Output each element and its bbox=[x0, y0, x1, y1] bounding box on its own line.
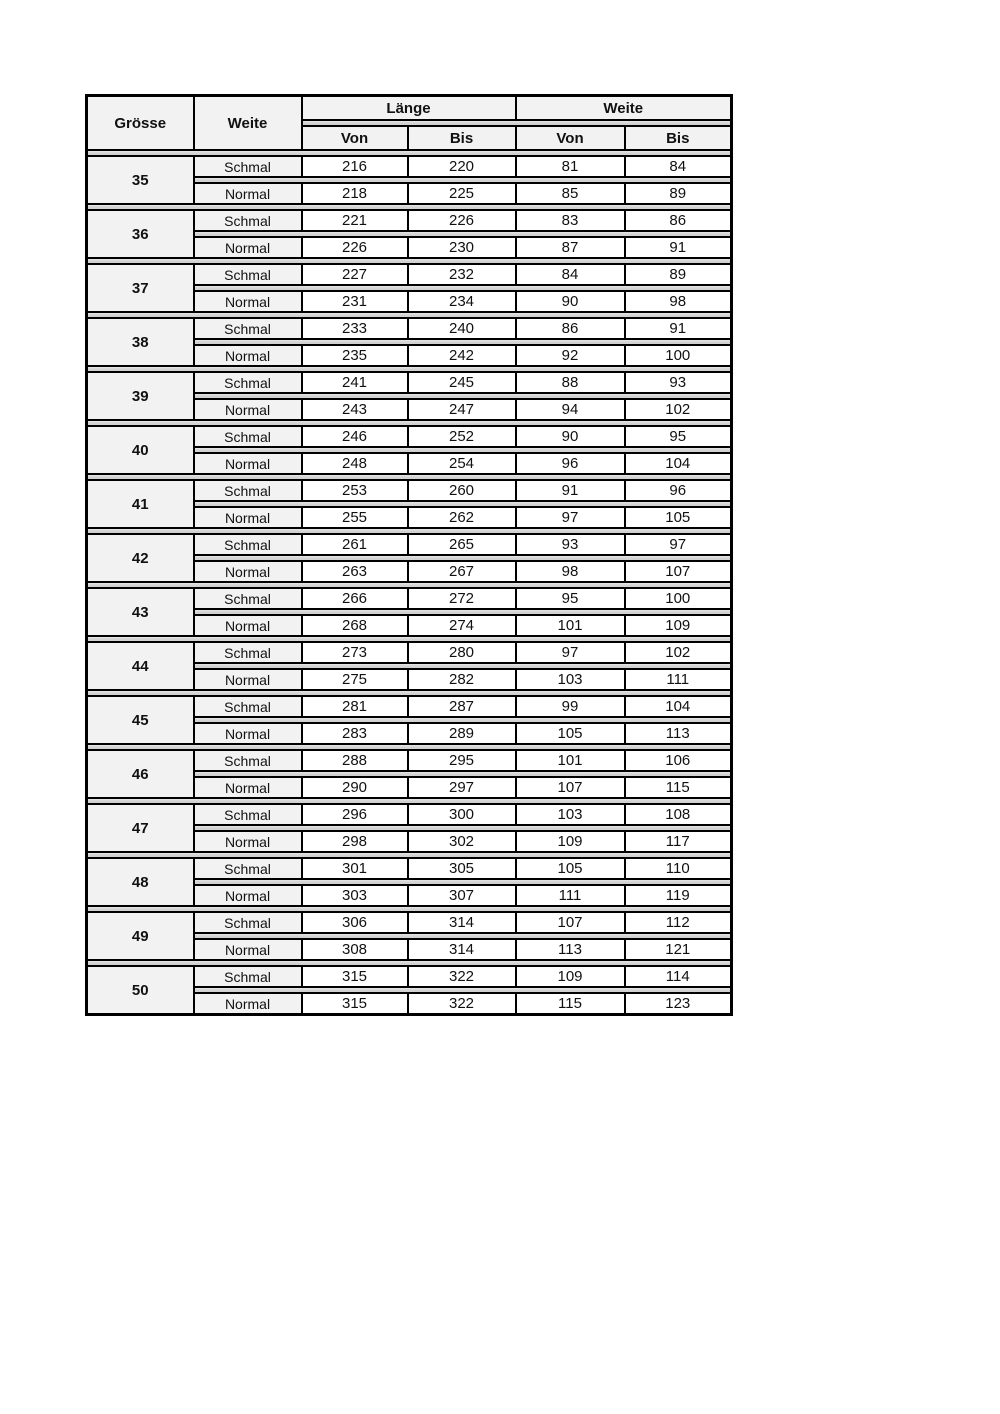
width-label-cell: Schmal bbox=[194, 804, 302, 825]
value-cell: 268 bbox=[302, 615, 408, 636]
table-row-schmal bbox=[87, 426, 732, 447]
value-cell: 315 bbox=[302, 966, 408, 987]
size-cell: 44 bbox=[87, 642, 194, 690]
value-cell: 242 bbox=[408, 345, 516, 366]
size-cell: 42 bbox=[87, 534, 194, 582]
width-label-cell: Schmal bbox=[194, 858, 302, 879]
size-cell: 37 bbox=[87, 264, 194, 312]
width-label-cell: Schmal bbox=[194, 210, 302, 231]
value-cell: 104 bbox=[625, 453, 732, 474]
size-cell: 47 bbox=[87, 804, 194, 852]
value-cell: 230 bbox=[408, 237, 516, 258]
size-cell: 45 bbox=[87, 696, 194, 744]
header-laenge-group: Länge bbox=[302, 96, 516, 121]
value-cell: 226 bbox=[408, 210, 516, 231]
value-cell: 119 bbox=[625, 885, 732, 906]
width-label-cell: Schmal bbox=[194, 372, 302, 393]
value-cell: 89 bbox=[625, 183, 732, 204]
value-cell: 282 bbox=[408, 669, 516, 690]
value-cell: 306 bbox=[302, 912, 408, 933]
width-label-cell: Schmal bbox=[194, 642, 302, 663]
value-cell: 255 bbox=[302, 507, 408, 528]
value-cell: 254 bbox=[408, 453, 516, 474]
value-cell: 88 bbox=[516, 372, 625, 393]
value-cell: 84 bbox=[516, 264, 625, 285]
value-cell: 252 bbox=[408, 426, 516, 447]
value-cell: 248 bbox=[302, 453, 408, 474]
table-row-schmal bbox=[87, 318, 732, 339]
table-row-schmal bbox=[87, 804, 732, 825]
value-cell: 232 bbox=[408, 264, 516, 285]
value-cell: 94 bbox=[516, 399, 625, 420]
value-cell: 253 bbox=[302, 480, 408, 501]
width-label-cell: Normal bbox=[194, 669, 302, 690]
header-grosse: Grösse bbox=[87, 96, 194, 151]
value-cell: 97 bbox=[625, 534, 732, 555]
value-cell: 106 bbox=[625, 750, 732, 771]
value-cell: 113 bbox=[625, 723, 732, 744]
width-label-cell: Schmal bbox=[194, 588, 302, 609]
size-chart-body bbox=[87, 150, 732, 1015]
value-cell: 115 bbox=[516, 993, 625, 1015]
value-cell: 117 bbox=[625, 831, 732, 852]
value-cell: 218 bbox=[302, 183, 408, 204]
value-cell: 225 bbox=[408, 183, 516, 204]
width-label-cell: Normal bbox=[194, 291, 302, 312]
value-cell: 233 bbox=[302, 318, 408, 339]
size-cell: 40 bbox=[87, 426, 194, 474]
width-label-cell: Normal bbox=[194, 507, 302, 528]
value-cell: 298 bbox=[302, 831, 408, 852]
value-cell: 100 bbox=[625, 345, 732, 366]
value-cell: 288 bbox=[302, 750, 408, 771]
value-cell: 114 bbox=[625, 966, 732, 987]
value-cell: 308 bbox=[302, 939, 408, 960]
value-cell: 96 bbox=[516, 453, 625, 474]
document-page bbox=[85, 94, 733, 1016]
width-label-cell: Normal bbox=[194, 939, 302, 960]
size-cell: 46 bbox=[87, 750, 194, 798]
value-cell: 274 bbox=[408, 615, 516, 636]
value-cell: 314 bbox=[408, 912, 516, 933]
width-label-cell: Schmal bbox=[194, 318, 302, 339]
value-cell: 241 bbox=[302, 372, 408, 393]
width-label-cell: Normal bbox=[194, 831, 302, 852]
header-weite-bis: Bis bbox=[625, 126, 732, 150]
value-cell: 115 bbox=[625, 777, 732, 798]
size-chart-table bbox=[85, 94, 733, 1016]
value-cell: 113 bbox=[516, 939, 625, 960]
value-cell: 109 bbox=[516, 966, 625, 987]
table-row-schmal bbox=[87, 210, 732, 231]
header-laenge-von: Von bbox=[302, 126, 408, 150]
value-cell: 281 bbox=[302, 696, 408, 717]
table-row-schmal bbox=[87, 966, 732, 987]
value-cell: 93 bbox=[516, 534, 625, 555]
value-cell: 86 bbox=[625, 210, 732, 231]
width-label-cell: Normal bbox=[194, 561, 302, 582]
width-label-cell: Normal bbox=[194, 453, 302, 474]
value-cell: 100 bbox=[625, 588, 732, 609]
value-cell: 297 bbox=[408, 777, 516, 798]
value-cell: 98 bbox=[625, 291, 732, 312]
value-cell: 283 bbox=[302, 723, 408, 744]
value-cell: 280 bbox=[408, 642, 516, 663]
value-cell: 109 bbox=[516, 831, 625, 852]
width-label-cell: Normal bbox=[194, 399, 302, 420]
value-cell: 305 bbox=[408, 858, 516, 879]
value-cell: 96 bbox=[625, 480, 732, 501]
value-cell: 91 bbox=[625, 237, 732, 258]
value-cell: 247 bbox=[408, 399, 516, 420]
value-cell: 97 bbox=[516, 507, 625, 528]
width-label-cell: Schmal bbox=[194, 264, 302, 285]
size-cell: 48 bbox=[87, 858, 194, 906]
width-label-cell: Schmal bbox=[194, 696, 302, 717]
size-chart-header bbox=[87, 96, 732, 151]
value-cell: 227 bbox=[302, 264, 408, 285]
width-label-cell: Normal bbox=[194, 885, 302, 906]
value-cell: 290 bbox=[302, 777, 408, 798]
size-cell: 38 bbox=[87, 318, 194, 366]
value-cell: 300 bbox=[408, 804, 516, 825]
value-cell: 275 bbox=[302, 669, 408, 690]
width-label-cell: Normal bbox=[194, 615, 302, 636]
value-cell: 267 bbox=[408, 561, 516, 582]
size-cell: 35 bbox=[87, 156, 194, 204]
value-cell: 307 bbox=[408, 885, 516, 906]
value-cell: 322 bbox=[408, 966, 516, 987]
header-laenge-bis: Bis bbox=[408, 126, 516, 150]
table-row-schmal bbox=[87, 372, 732, 393]
table-row-schmal bbox=[87, 642, 732, 663]
value-cell: 243 bbox=[302, 399, 408, 420]
value-cell: 102 bbox=[625, 399, 732, 420]
table-row-schmal bbox=[87, 480, 732, 501]
value-cell: 262 bbox=[408, 507, 516, 528]
value-cell: 109 bbox=[625, 615, 732, 636]
width-label-cell: Normal bbox=[194, 777, 302, 798]
value-cell: 235 bbox=[302, 345, 408, 366]
width-label-cell: Schmal bbox=[194, 426, 302, 447]
table-row-schmal bbox=[87, 858, 732, 879]
value-cell: 315 bbox=[302, 993, 408, 1015]
value-cell: 266 bbox=[302, 588, 408, 609]
size-cell: 36 bbox=[87, 210, 194, 258]
value-cell: 261 bbox=[302, 534, 408, 555]
width-label-cell: Schmal bbox=[194, 912, 302, 933]
value-cell: 265 bbox=[408, 534, 516, 555]
table-row-schmal bbox=[87, 588, 732, 609]
value-cell: 101 bbox=[516, 615, 625, 636]
value-cell: 107 bbox=[625, 561, 732, 582]
value-cell: 91 bbox=[516, 480, 625, 501]
value-cell: 95 bbox=[625, 426, 732, 447]
value-cell: 101 bbox=[516, 750, 625, 771]
value-cell: 98 bbox=[516, 561, 625, 582]
value-cell: 220 bbox=[408, 156, 516, 177]
value-cell: 86 bbox=[516, 318, 625, 339]
value-cell: 83 bbox=[516, 210, 625, 231]
value-cell: 112 bbox=[625, 912, 732, 933]
table-row-schmal bbox=[87, 912, 732, 933]
value-cell: 103 bbox=[516, 669, 625, 690]
header-weite-column: Weite bbox=[194, 96, 302, 151]
width-label-cell: Schmal bbox=[194, 966, 302, 987]
value-cell: 104 bbox=[625, 696, 732, 717]
value-cell: 121 bbox=[625, 939, 732, 960]
value-cell: 107 bbox=[516, 912, 625, 933]
size-cell: 50 bbox=[87, 966, 194, 1015]
width-label-cell: Schmal bbox=[194, 156, 302, 177]
value-cell: 93 bbox=[625, 372, 732, 393]
value-cell: 226 bbox=[302, 237, 408, 258]
value-cell: 322 bbox=[408, 993, 516, 1015]
value-cell: 260 bbox=[408, 480, 516, 501]
value-cell: 105 bbox=[516, 858, 625, 879]
value-cell: 245 bbox=[408, 372, 516, 393]
table-row-schmal bbox=[87, 534, 732, 555]
value-cell: 103 bbox=[516, 804, 625, 825]
size-cell: 49 bbox=[87, 912, 194, 960]
header-weite-group: Weite bbox=[516, 96, 732, 121]
value-cell: 123 bbox=[625, 993, 732, 1015]
value-cell: 81 bbox=[516, 156, 625, 177]
table-row-schmal bbox=[87, 264, 732, 285]
table-row-schmal bbox=[87, 750, 732, 771]
value-cell: 111 bbox=[516, 885, 625, 906]
value-cell: 91 bbox=[625, 318, 732, 339]
value-cell: 105 bbox=[516, 723, 625, 744]
value-cell: 95 bbox=[516, 588, 625, 609]
value-cell: 108 bbox=[625, 804, 732, 825]
value-cell: 85 bbox=[516, 183, 625, 204]
value-cell: 302 bbox=[408, 831, 516, 852]
value-cell: 296 bbox=[302, 804, 408, 825]
value-cell: 216 bbox=[302, 156, 408, 177]
value-cell: 263 bbox=[302, 561, 408, 582]
value-cell: 90 bbox=[516, 426, 625, 447]
value-cell: 303 bbox=[302, 885, 408, 906]
value-cell: 110 bbox=[625, 858, 732, 879]
size-cell: 43 bbox=[87, 588, 194, 636]
size-cell: 39 bbox=[87, 372, 194, 420]
width-label-cell: Normal bbox=[194, 723, 302, 744]
value-cell: 314 bbox=[408, 939, 516, 960]
value-cell: 107 bbox=[516, 777, 625, 798]
value-cell: 246 bbox=[302, 426, 408, 447]
value-cell: 99 bbox=[516, 696, 625, 717]
width-label-cell: Normal bbox=[194, 993, 302, 1015]
value-cell: 289 bbox=[408, 723, 516, 744]
value-cell: 272 bbox=[408, 588, 516, 609]
value-cell: 92 bbox=[516, 345, 625, 366]
table-row-schmal bbox=[87, 156, 732, 177]
value-cell: 301 bbox=[302, 858, 408, 879]
width-label-cell: Normal bbox=[194, 345, 302, 366]
header-weite-von: Von bbox=[516, 126, 625, 150]
width-label-cell: Normal bbox=[194, 237, 302, 258]
table-row-schmal bbox=[87, 696, 732, 717]
value-cell: 102 bbox=[625, 642, 732, 663]
value-cell: 273 bbox=[302, 642, 408, 663]
value-cell: 87 bbox=[516, 237, 625, 258]
value-cell: 97 bbox=[516, 642, 625, 663]
width-label-cell: Normal bbox=[194, 183, 302, 204]
value-cell: 89 bbox=[625, 264, 732, 285]
value-cell: 111 bbox=[625, 669, 732, 690]
value-cell: 221 bbox=[302, 210, 408, 231]
value-cell: 234 bbox=[408, 291, 516, 312]
value-cell: 90 bbox=[516, 291, 625, 312]
width-label-cell: Schmal bbox=[194, 480, 302, 501]
width-label-cell: Schmal bbox=[194, 534, 302, 555]
value-cell: 240 bbox=[408, 318, 516, 339]
width-label-cell: Schmal bbox=[194, 750, 302, 771]
size-cell: 41 bbox=[87, 480, 194, 528]
value-cell: 105 bbox=[625, 507, 732, 528]
value-cell: 295 bbox=[408, 750, 516, 771]
value-cell: 231 bbox=[302, 291, 408, 312]
value-cell: 84 bbox=[625, 156, 732, 177]
value-cell: 287 bbox=[408, 696, 516, 717]
